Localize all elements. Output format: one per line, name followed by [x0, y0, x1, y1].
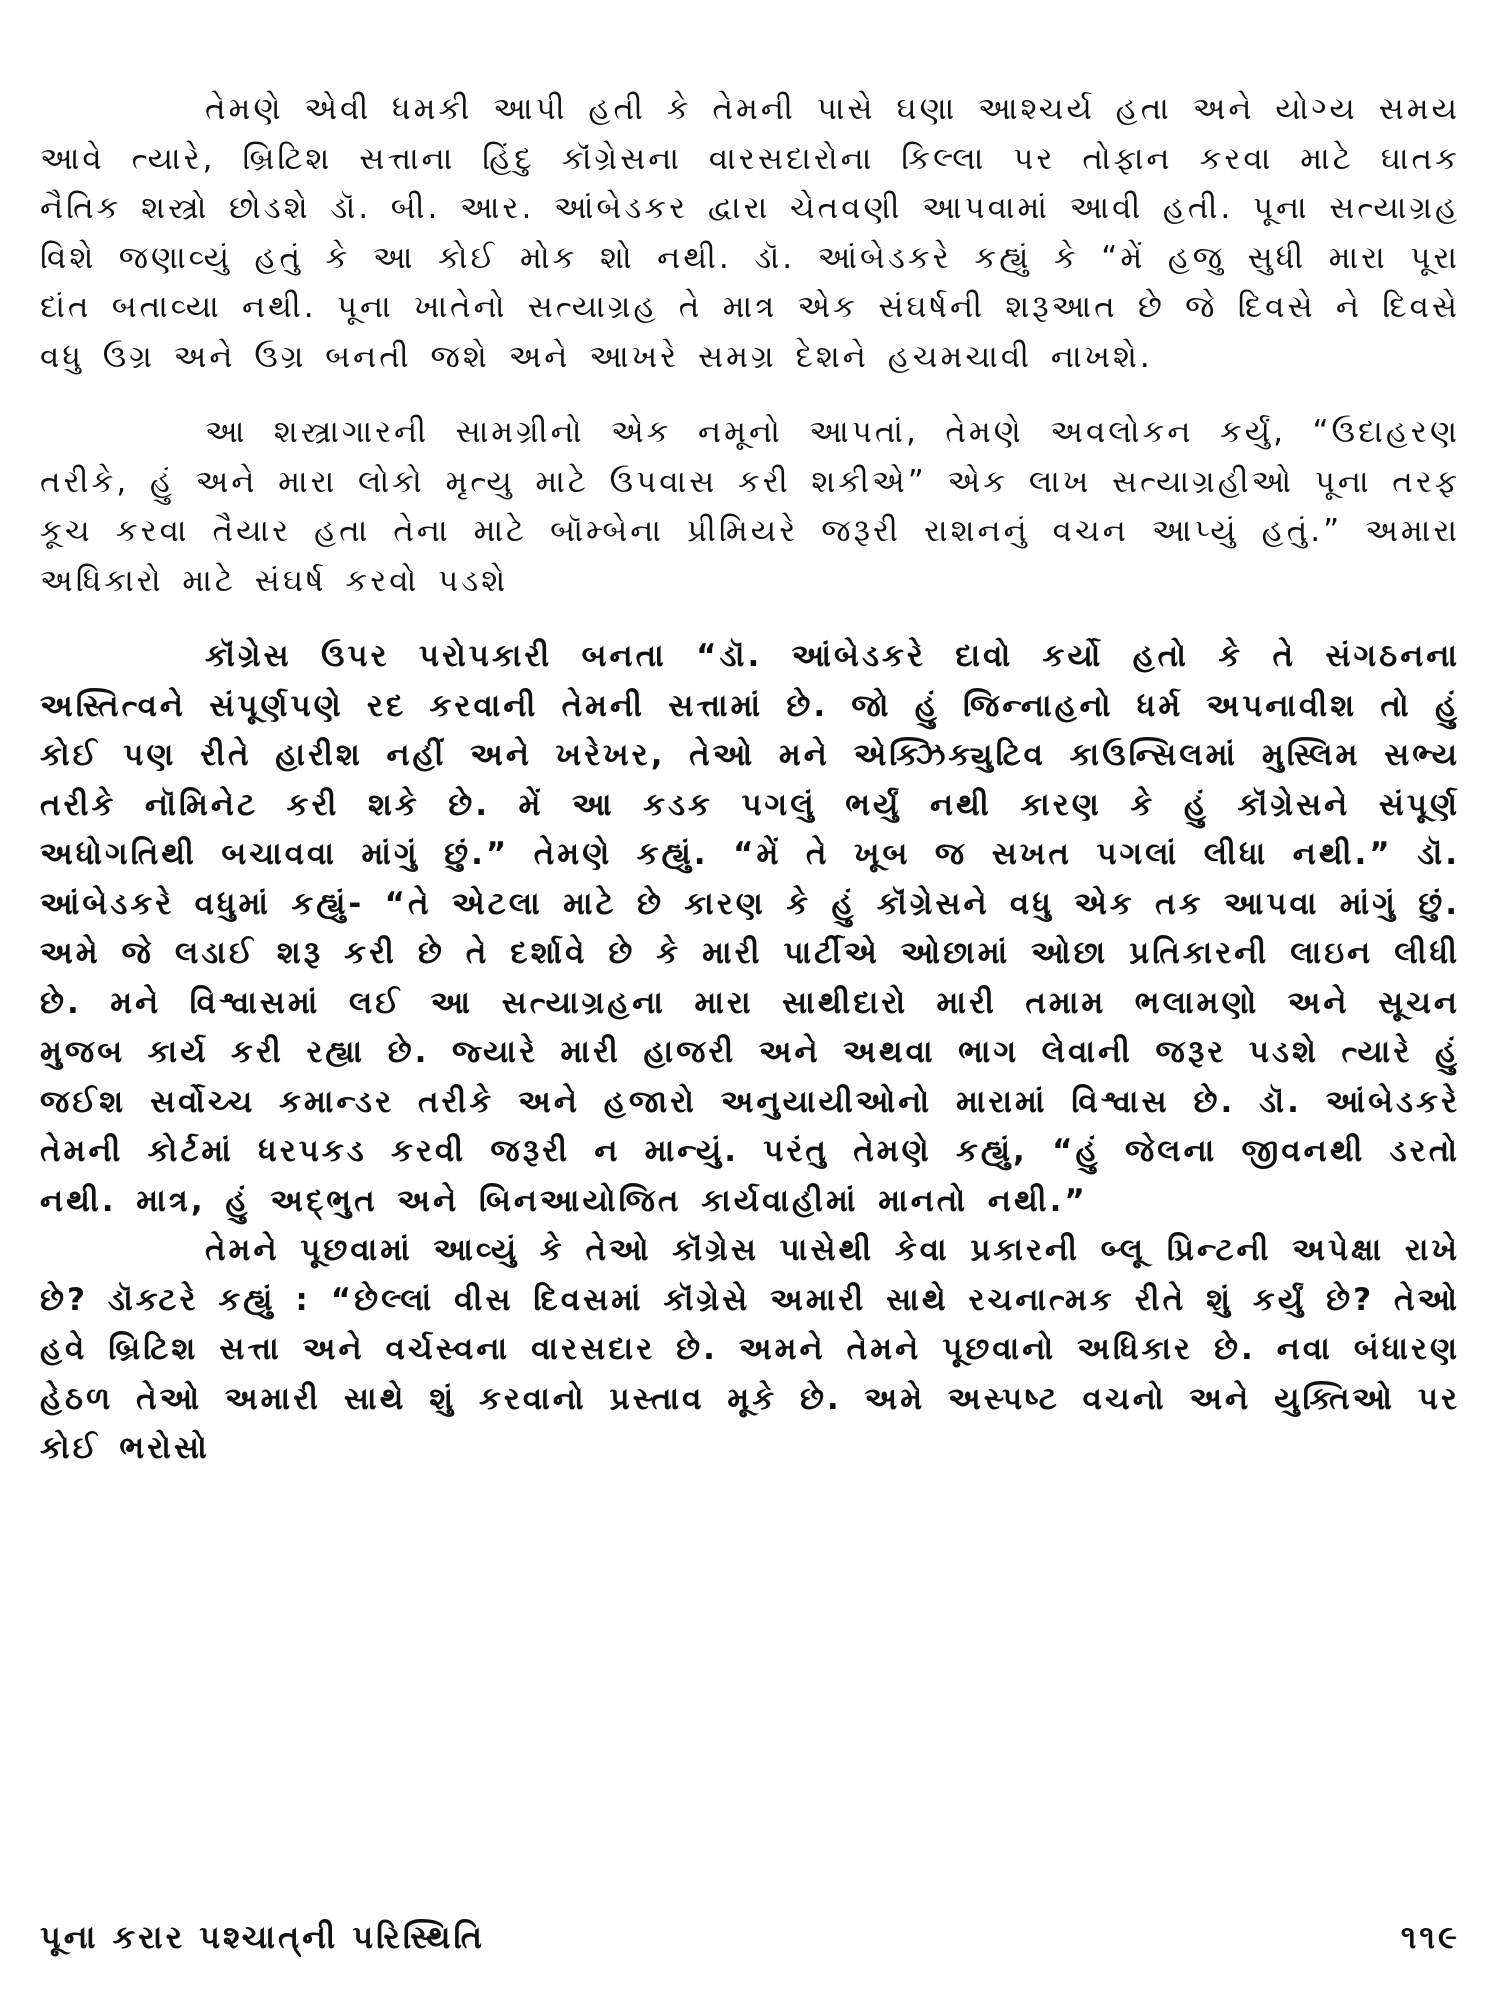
paragraph-4: તેમને પૂછવામાં આવ્યું કે તેઓ કૉંગ્રેસ પાસેથી કેવા પ્રકારની બ્લૂ પ્રિન્ટની અપેક્ષા રાખે છે? ડૉક્ટરે કહ્યું : “છેલ્લાં વીસ દિવસમાં કૉંગ્રેસે અમારી સાથે રચનાત્મક રીતે શું કર્યું છે? તેઓ હવે બ્રિટિશ સત્તા અને વર્ચસ્વના વારસદાર છે. અમને તેમને પૂછવાનો અધિકાર છે. નવા બંધારણ હેઠળ તેઓ અમારી સાથે શું કરવાનો પ્રસ્તાવ મૂકે છે. અમે અસ્પષ્ટ વચનો અને યુક્તિઓ પર કોઈ ભરોસો	[40, 1232, 1460, 1466]
body-text	[40, 85, 1460, 1474]
page-number: ૧૧૯	[1400, 1918, 1460, 1956]
paragraph-2: આ શસ્ત્રાગારની સામગ્રીનો એક નમૂનો આપતાં, તેમણે અવલોકન કર્યું, “ઉદાહરણ તરીકે, હું અને મારા લોકો મૃત્યુ માટે ઉપવાસ કરી શકીએ” એક લાખ સત્યાગ્રહીઓ પૂના તરફ કૂચ કરવા તૈયાર હતા તેના માટે બૉમ્બેના પ્રીમિયરે જરૂરી રાશનનું વચન આપ્યું હતું.” અમારા અધિકારો માટે સંઘર્ષ કરવો પડશે	[40, 414, 1460, 599]
paragraph-3: કૉંગ્રેસ ઉપર પરોપકારી બનતા “ડૉ. આંબેડકરે દાવો કર્યો હતો કે તે સંગઠનના અસ્તિત્વને સંપૂર્ણપણે રદ કરવાની તેમની સત્તામાં છે. જો હું જિન્નાહનો ધર્મ અપનાવીશ તો હું કોઈ પણ રીતે હારીશ નહીં અને ખરેખર, તેઓ મને એક્ઝિક્યુટિવ કાઉન્સિલમાં મુસ્લિમ સભ્ય તરીકે નૉમિનેટ કરી શકે છે. મેં આ કડક પગલું ભર્યું નથી કારણ કે હું કૉંગ્રેસને સંપૂર્ણ અધોગતિથી બચાવવા માંગું છું.” તેમણે કહ્યું. “મેં તે ખૂબ જ સખત પગલાં લીધા નથી.” ડૉ. આંબેડકરે વધુમાં કહ્યું- “તે એટલા માટે છે કારણ કે હું કૉંગ્રેસને વધુ એક તક આપવા માંગું છું. અમે જે લડાઈ શરૂ કરી છે તે દર્શાવે છે કે મારી પાર્ટીએ ઓછામાં ઓછા પ્રતિકારની લાઇન લીધી છે. મને વિશ્વાસમાં લઈ આ સત્યાગ્રહના મારા સાથીદારો મારી તમામ ભલામણો અને સૂચન મુજબ કાર્ય કરી રહ્યા છે. જ્યારે મારી હાજરી અને અથવા ભાગ લેવાની જરૂર પડશે ત્યારે હું જઈશ સર્વોચ્ચ કમાન્ડર તરીકે અને હજારો અનુયાયીઓનો મારામાં વિશ્વાસ છે. ડૉ. આંબેડકરે તેમની કોર્ટમાં ધરપકડ કરવી જરૂરી ન માન્યું. પરંતુ તેમણે કહ્યું, “હું જેલના જીવનથી ડરતો નથી. માત્ર, હું અદ્‌ભુત અને બિનઆયોજિત કાર્યવાહીમાં માનતો નથી.”	[40, 638, 1461, 1219]
chapter-title: પૂના કરાર પશ્ચાત્‌ની પરિસ્થિતિ	[40, 1918, 485, 1956]
page-footer	[40, 1918, 1460, 1968]
paragraph-1: તેમણે એવી ધમકી આપી હતી કે તેમની પાસે ઘણા આશ્ચર્ય હતા અને યોગ્ય સમય આવે ત્યારે, બ્રિટિશ સત્તાના હિંદુ કૉંગ્રેસના વારસદારોના કિલ્લા પર તોફાન કરવા માટે ઘાતક નૈતિક શસ્ત્રો છોડશે ડૉ. બી. આર. આંબેડકર દ્વારા ચેતવણી આપવામાં આવી હતી. પૂના સત્યાગ્રહ વિશે જણાવ્યું હતું કે આ કોઈ મોક શો નથી. ડૉ. આંબેડકરે કહ્યું કે “મેં હજુ સુધી મારા પૂરા દાંત બતાવ્યા નથી. પૂના ખાતેનો સત્યાગ્રહ તે માત્ર એક સંઘર્ષની શરૂઆત છે જે દિવસે ને દિવસે વધુ ઉગ્ર અને ઉગ્ર બનતી જશે અને આખરે સમગ્ર દેશને હચમચાવી નાખશે.	[40, 91, 1460, 375]
